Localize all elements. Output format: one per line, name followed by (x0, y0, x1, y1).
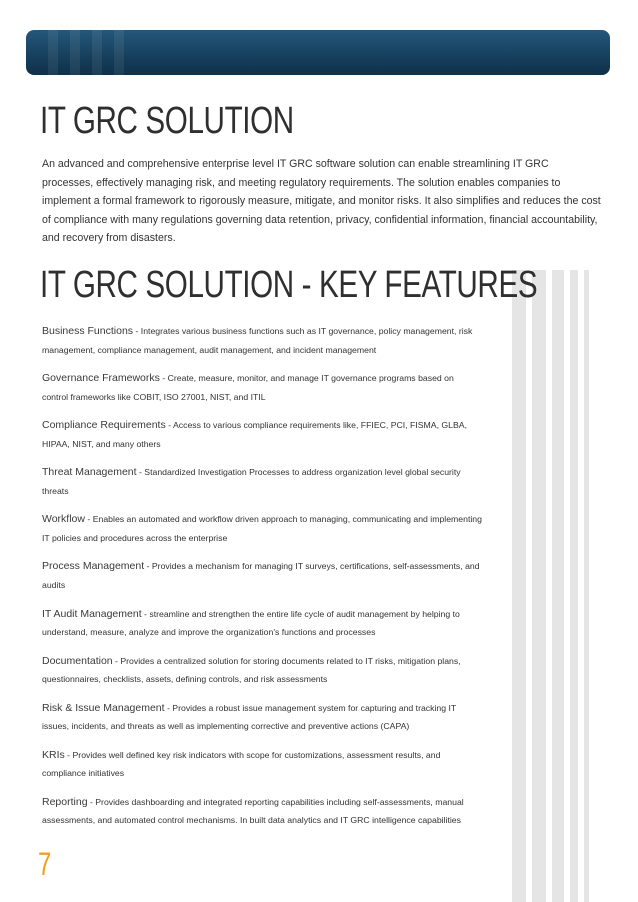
banner-stripe (92, 30, 102, 75)
feature-desc: Standardized Investigation Processes to address organization level global security threats (42, 467, 461, 496)
feature-name: Workflow (42, 513, 85, 526)
feature-desc: Provides well defined key risk indicators with scope for customizations, assessment results, and compliance initiatives (42, 749, 441, 779)
side-stripe (570, 270, 578, 902)
feature-name: IT Audit Management (42, 607, 142, 620)
feature-item: Risk & Issue Management - Provides a robust issue management system for capturing and tracking IT issues, incidents, and threats as well as implementing corrective and preventive actions (CAPA) (42, 701, 457, 732)
feature-item: Workflow - Enables an automated and workflow driven approach to managing, communicating and implementing IT policies and procedures across the enterprise (42, 513, 482, 543)
feature-desc: streamline and strengthen the entire life cycle of audit management by helping to understand, measure, analyze and improve the organization's functions and processes (42, 608, 460, 638)
feature-item: KRIs - Provides well defined key risk indicators with scope for customizations, assessment results, and compliance initiatives (42, 748, 441, 779)
banner-stripe (70, 30, 80, 75)
feature-item: Threat Management - Standardized Investigation Processes to address organization level global security threats (42, 466, 461, 496)
feature-desc: Access to various compliance requirements like, FFIEC, PCI, FISMA, GLBA, HIPAA, NIST, and many others (42, 420, 468, 449)
feature-desc: Provides a robust issue management system for capturing and tracking IT issues, incidents, and threats as well as implementing corrective and preventive actions (CAPA) (42, 702, 457, 732)
feature-name: Governance Frameworks (42, 372, 160, 385)
feature-desc: Create, measure, monitor, and manage IT governance programs based on control frameworks like COBIT, ISO 27001, NIST, and ITIL (42, 373, 454, 402)
features-list (42, 322, 482, 840)
side-stripe (532, 270, 546, 902)
features-title: IT GRC SOLUTION - KEY FEATURES (40, 264, 538, 306)
page-title: IT GRC SOLUTION (40, 100, 294, 142)
side-stripe (512, 270, 526, 902)
feature-item: IT Audit Management - streamline and strengthen the entire life cycle of audit management by helping to understand, measure, analyze and improve the organization's functions and processes (42, 607, 460, 638)
side-stripes-decoration (512, 270, 592, 902)
feature-item: Compliance Requirements - Access to various compliance requirements like, FFIEC, PCI, FISMA, GLBA, HIPAA, NIST, and many others (42, 419, 468, 449)
feature-item: Business Functions - Integrates various business functions such as IT governance, policy management, risk management, compliance management, audit management, and incident management (42, 325, 473, 355)
banner-stripe (114, 30, 124, 75)
feature-name: Documentation (42, 654, 113, 667)
feature-name: Threat Management (42, 466, 137, 479)
side-stripe (552, 270, 564, 902)
feature-desc: Enables an automated and workflow driven approach to managing, communicating and implementing IT policies and procedures across the enterprise (42, 514, 482, 543)
feature-name: KRIs (42, 748, 65, 761)
feature-item: Process Management - Provides a mechanism for managing IT surveys, certifications, self-assessments, and audits (42, 560, 480, 590)
banner-stripe (48, 30, 58, 75)
feature-desc: Provides a mechanism for managing IT surveys, certifications, self-assessments, and audits (42, 561, 480, 590)
intro-paragraph: An advanced and comprehensive enterprise level IT GRC software solution can enable streamlining IT GRC processes, effectively managing risk, and meeting regulatory requirements. The solution enables companies to implement a formal framework to rigorously measure, mitigate, and monitor risks. It also simplifies and reduces the cost of compliance with many regulations governing data retention, privacy, confidential information, financial accountability, and recovery from disasters. (42, 158, 601, 244)
feature-name: Risk & Issue Management (42, 701, 165, 714)
feature-item: Reporting - Provides dashboarding and integrated reporting capabilities including self-assessments, manual assessments, and automated control mechanisms. In built data analytics and IT GRC intelligence capabilities (42, 795, 464, 826)
feature-desc: Integrates various business functions such as IT governance, policy management, risk management, compliance management, audit management, and incident management (42, 326, 473, 355)
feature-name: Business Functions (42, 325, 134, 337)
feature-desc: Provides a centralized solution for storing documents related to IT risks, mitigation plans, questionnaires, checklists, assets, defining controls, and risk assessments (42, 655, 461, 685)
feature-desc: Provides dashboarding and integrated reporting capabilities including self-assessments, manual assessments, and automated control mechanisms. In built data analytics and IT GRC intelligence capabilities (42, 796, 464, 826)
feature-name: Reporting (42, 795, 88, 808)
page-number: 7 (38, 846, 52, 882)
feature-item: Documentation - Provides a centralized solution for storing documents related to IT risks, mitigation plans, questionnaires, checklists, assets, defining controls, and risk assessments (42, 654, 461, 685)
feature-name: Compliance Requirements (42, 419, 166, 432)
feature-name: Process Management (42, 560, 145, 573)
side-stripe (584, 270, 589, 902)
feature-item: Governance Frameworks - Create, measure, monitor, and manage IT governance programs based on control frameworks like COBIT, ISO 27001, NIST, and ITIL (42, 372, 454, 402)
header-banner (26, 30, 610, 75)
